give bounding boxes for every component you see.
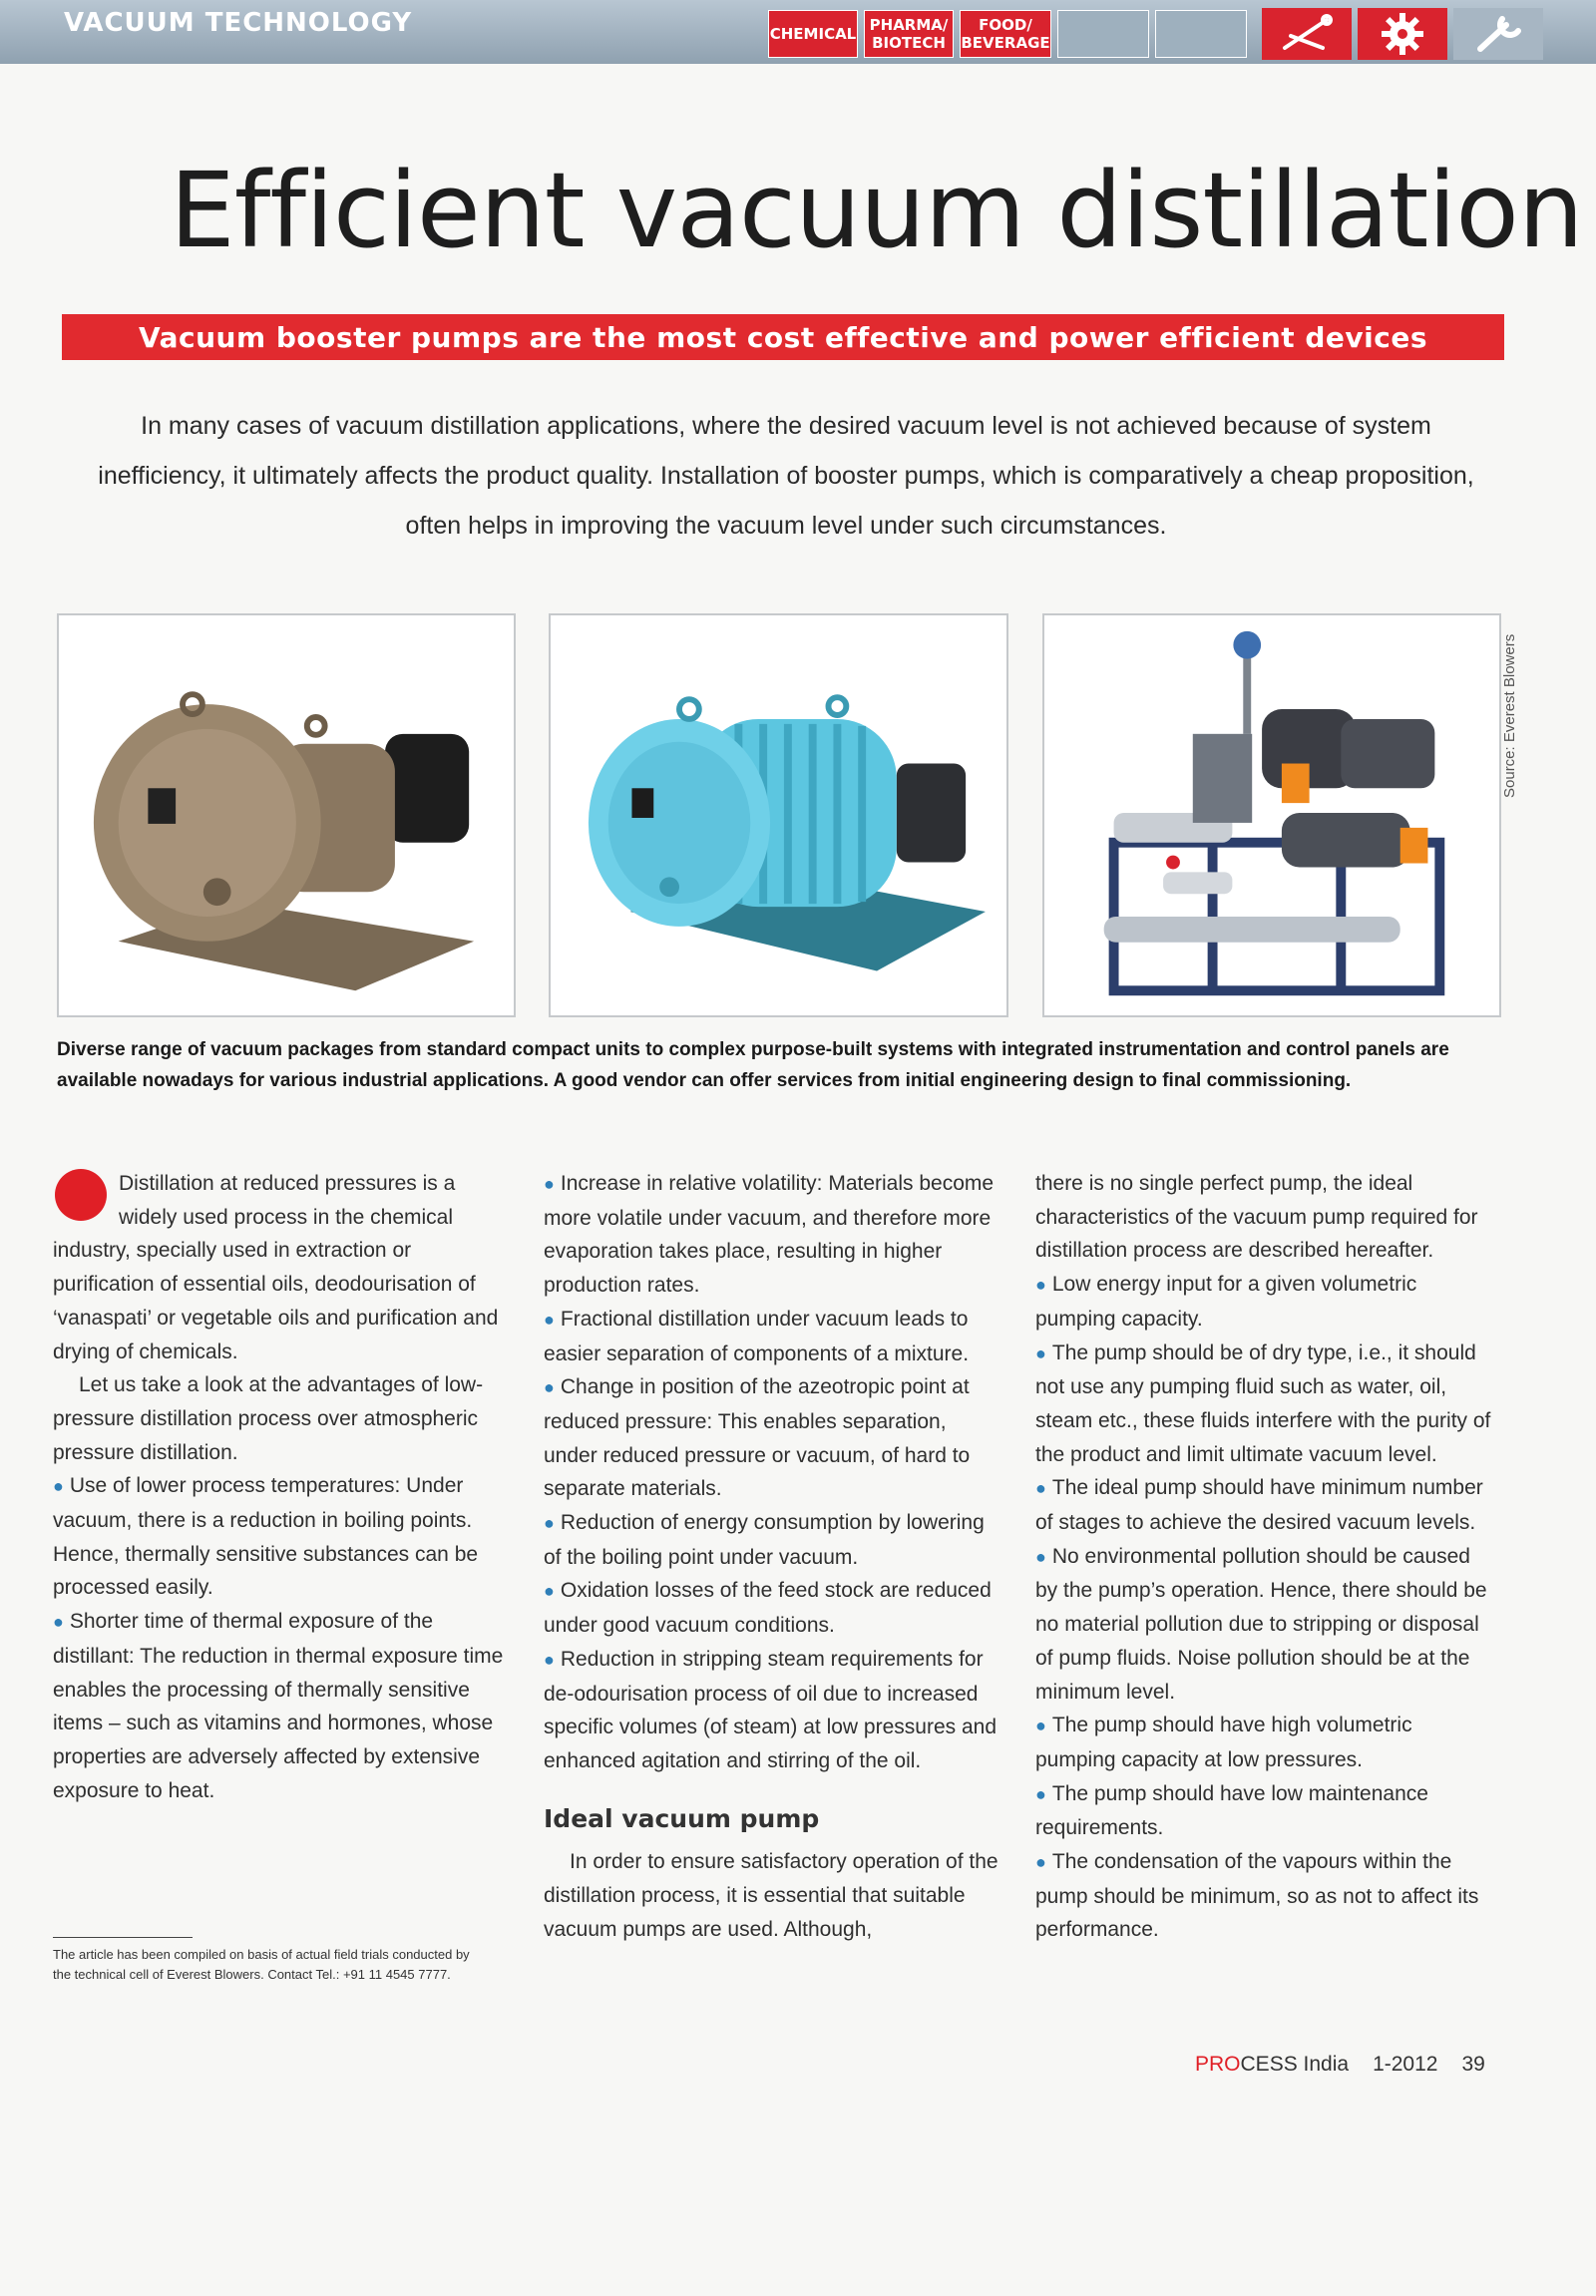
- section-tag: VACUUM TECHNOLOGY: [64, 8, 413, 38]
- col3-bullet-3: ● The ideal pump should have minimum number of stages to achieve the desired vacuum levels.: [1035, 1471, 1496, 1539]
- col1-bullet-1: ● Use of lower process temperatures: Under vacuum, there is a reduction in boiling points. Hence, thermally sensitive substances can be processed easily.: [53, 1469, 504, 1605]
- photo-caption: Diverse range of vacuum packages from standard compact units to complex purpose-built systems with integrated instrumentation and control panels are available nowadays for various industrial applications. A good vendor can offer services from initial engineering design to final commissioning.: [57, 1039, 1449, 1091]
- column-2: [544, 1167, 1002, 1946]
- col3-bullet-5: ● The pump should have high volumetric pumping capacity at low pressures.: [1035, 1709, 1496, 1776]
- tab-food-beverage[interactable]: FOOD/ BEVERAGE: [960, 10, 1051, 58]
- category-tabs: [768, 10, 1247, 58]
- col1-paragraph-1: Distillation at reduced pressures is a widely used process in the chemical industry, specially used in extraction or purification of essential oils, deodourisation of ‘vanaspati’ or vegetable oils and purification and drying of chemicals.: [53, 1172, 499, 1363]
- intro-paragraph: In many cases of vacuum distillation applications, where the desired vacuum level is not achieved because of system inefficiency, it ultimately affects the product quality. Installation of booster pumps, which is comparatively a cheap proposition, often helps in improving the vacuum level under such circumstances.: [98, 412, 1474, 540]
- col3-paragraph-1: there is no single perfect pump, the ideal characteristics of the vacuum pump required for distillation process are described hereafter.: [1035, 1172, 1478, 1263]
- issue-number: 1-2012: [1373, 2053, 1438, 2076]
- page-number: 39: [1461, 2053, 1485, 2076]
- tab-pharma-biotech[interactable]: PHARMA/ BIOTECH: [864, 10, 954, 58]
- drop-cap-dot: [55, 1169, 107, 1221]
- wrench-icon: [1453, 8, 1543, 60]
- tab-blank-1: [1057, 10, 1149, 58]
- col2-bullet-6: ● Reduction in stripping steam requirements for de-odourisation process of oil due to increased specific volumes (of steam) at low pressures and enhanced agitation and stirring of the oil.: [544, 1643, 1002, 1778]
- compass-icon: [1262, 8, 1352, 60]
- col2-paragraph-1: In order to ensure satisfactory operation of the distillation process, it is essential that suitable vacuum pumps are used. Although,: [544, 1850, 998, 1941]
- footnote-rule: [53, 1937, 193, 1938]
- col3-bullet-6: ● The pump should have low maintenance requirements.: [1035, 1777, 1496, 1845]
- col3-bullet-1: ● Low energy input for a given volumetric pumping capacity.: [1035, 1268, 1496, 1336]
- column-3: [1035, 1167, 1496, 1947]
- subtitle-bar: Vacuum booster pumps are the most cost effective and power efficient devices: [62, 314, 1504, 360]
- header-band: [0, 0, 1596, 64]
- col2-bullet-5: ● Oxidation losses of the feed stock are reduced under good vacuum conditions.: [544, 1574, 1002, 1642]
- col1-paragraph-2: Let us take a look at the advantages of low-pressure distillation process over atmospheric pressure distillation.: [53, 1373, 484, 1464]
- col1-bullet-2: ● Shorter time of thermal exposure of the distillant: The reduction in thermal exposure time enables the processing of thermally sensitive items – such as vitamins and hormones, whose properties are adversely affected by extensive exposure to heat.: [53, 1605, 504, 1807]
- page-footer: [1195, 2053, 1485, 2077]
- footnote: The article has been compiled on basis of actual field trials conducted by the technical cell of Everest Blowers. Contact Tel.: +91 11 4545 7777.: [53, 1947, 470, 1982]
- col2-bullet-3: ● Change in position of the azeotropic point at reduced pressure: This enables separation, under reduced pressure or vacuum, of hard to separate materials.: [544, 1370, 1002, 1506]
- article-title: Efficient vacuum distillation: [170, 150, 1583, 271]
- header-icons: [1262, 8, 1543, 60]
- photo-blue-booster-pump: [549, 613, 1008, 1017]
- photo-source-credit: Source: Everest Blowers: [1501, 633, 1518, 798]
- gear-icon: [1358, 8, 1447, 60]
- ideal-pump-subhead: Ideal vacuum pump: [544, 1803, 820, 1833]
- col2-bullet-1: ● Increase in relative volatility: Materials become more volatile under vacuum, and therefore more evaporation takes place, resulting in higher production rates.: [544, 1167, 1002, 1303]
- col3-bullet-7: ● The condensation of the vapours within the pump should be minimum, so as not to affect its performance.: [1035, 1845, 1496, 1947]
- col3-bullet-4: ● No environmental pollution should be caused by the pump’s operation. Hence, there should be no material pollution due to stripping or disposal of pump fluids. Noise pollution should be at the minimum level.: [1035, 1540, 1496, 1710]
- tab-chemical[interactable]: CHEMICAL: [768, 10, 858, 58]
- magazine-brand: PROCESS India: [1195, 2053, 1350, 2076]
- tab-blank-2: [1155, 10, 1247, 58]
- col2-bullet-2: ● Fractional distillation under vacuum leads to easier separation of components of a mixture.: [544, 1303, 1002, 1370]
- photo-bronze-booster-pump: [57, 613, 516, 1017]
- col3-bullet-2: ● The pump should be of dry type, i.e., it should not use any pumping fluid such as water, oil, steam etc., these fluids interfere with the purity of the product and limit ultimate vacuum level.: [1035, 1337, 1496, 1472]
- col2-bullet-4: ● Reduction of energy consumption by lowering of the boiling point under vacuum.: [544, 1506, 1002, 1574]
- column-1: [53, 1167, 504, 1807]
- photo-skid-vacuum-system: [1042, 613, 1501, 1017]
